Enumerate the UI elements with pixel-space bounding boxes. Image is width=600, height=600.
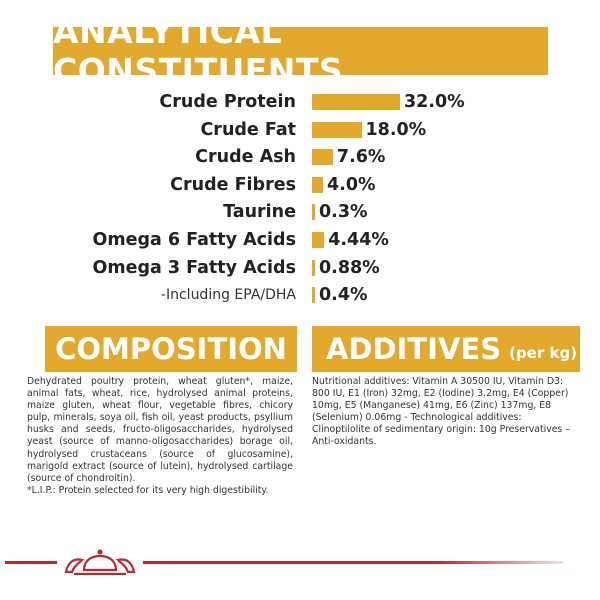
nutrient-value: 4.0% [327, 174, 376, 195]
nutrient-name: Taurine [223, 202, 296, 223]
nutrient-row [0, 254, 600, 282]
nutrient-value: 0.4% [319, 285, 368, 306]
nutrient-row [0, 171, 600, 199]
analytical-constituents-title: ANALYTICAL CONSTITUENTS [53, 27, 548, 75]
composition-text-block [27, 376, 293, 497]
nutrient-name: Crude Fibres [170, 174, 296, 195]
nutrient-row [0, 281, 600, 309]
nutrient-value: 32.0% [404, 92, 465, 112]
nutrient-row [0, 226, 600, 254]
footer-rule-left [5, 561, 57, 564]
nutrient-value: 18.0% [365, 119, 427, 140]
nutrient-name: Crude Protein [159, 92, 296, 112]
nutrient-name: Crude Fat [200, 119, 296, 140]
nutrient-name: Crude Ash [195, 147, 296, 168]
nutrient-bar [312, 94, 400, 110]
additives-text: Nutritional additives: Vitamin A 30500 IU, Vitamin D3: 800 IU, E1 (Iron) 32mg, E2 (Iodine) 3.2mg, E4 (Copper) 10mg, E5 (Manganese) 41mg, E6 (Zinc) 137mg, E8 (Selenium) 0.06mg - Technological additives: Clinoptilolite of sedimentary origin: 10g Preservatives – Anti-oxidants. [312, 376, 570, 448]
nutrient-value: 0.88% [319, 257, 380, 278]
composition-note: *L.I.P.: Protein selected for its very high digestibility. [27, 484, 269, 496]
additives-title: ADDITIVES [326, 332, 502, 366]
nutrient-row [0, 116, 600, 144]
nutrient-row [0, 88, 600, 116]
nutrient-value: 4.44% [328, 230, 389, 250]
nutrient-name: Omega 6 Fatty Acids [92, 230, 296, 250]
nutrient-row [0, 143, 600, 171]
nutrient-value: 0.3% [319, 202, 368, 223]
nutrient-bar [312, 149, 333, 165]
nutrient-bar [312, 260, 315, 276]
crown-logo-icon [60, 548, 140, 578]
additives-header [312, 326, 580, 372]
composition-title: COMPOSITION [45, 326, 297, 372]
nutrient-row [0, 198, 600, 226]
nutrient-bar [312, 177, 323, 193]
additives-title-suffix: (per kg) [509, 344, 578, 362]
footer [0, 548, 600, 578]
nutrient-value: 7.6% [336, 147, 386, 168]
composition-text: Dehydrated poultry protein, wheat gluten*, maize, animal fats, wheat, rice, hydrolysed animal proteins, maize gluten, wheat flour, vegetable fibres, chicory pulp, minerals, soya oil, fish oil, yeast products, psyllium husks and seeds, fructo-oligosaccharides, hydrolysed yeast (source of manno-oligosaccharides) borage oil, hydrolysed crustaceans (source of glucosamine), marigold extract (source of lutein), hydrolysed cartilage (source of chondroitin). [27, 376, 293, 484]
nutrient-bar [312, 287, 315, 303]
nutrient-bar [312, 204, 315, 220]
nutrient-name: Omega 3 Fatty Acids [92, 257, 296, 278]
footer-rule-right [143, 561, 563, 564]
nutrient-bar [312, 122, 362, 138]
nutrient-name: -Including EPA/DHA [160, 287, 296, 304]
nutrient-bar [312, 232, 324, 248]
